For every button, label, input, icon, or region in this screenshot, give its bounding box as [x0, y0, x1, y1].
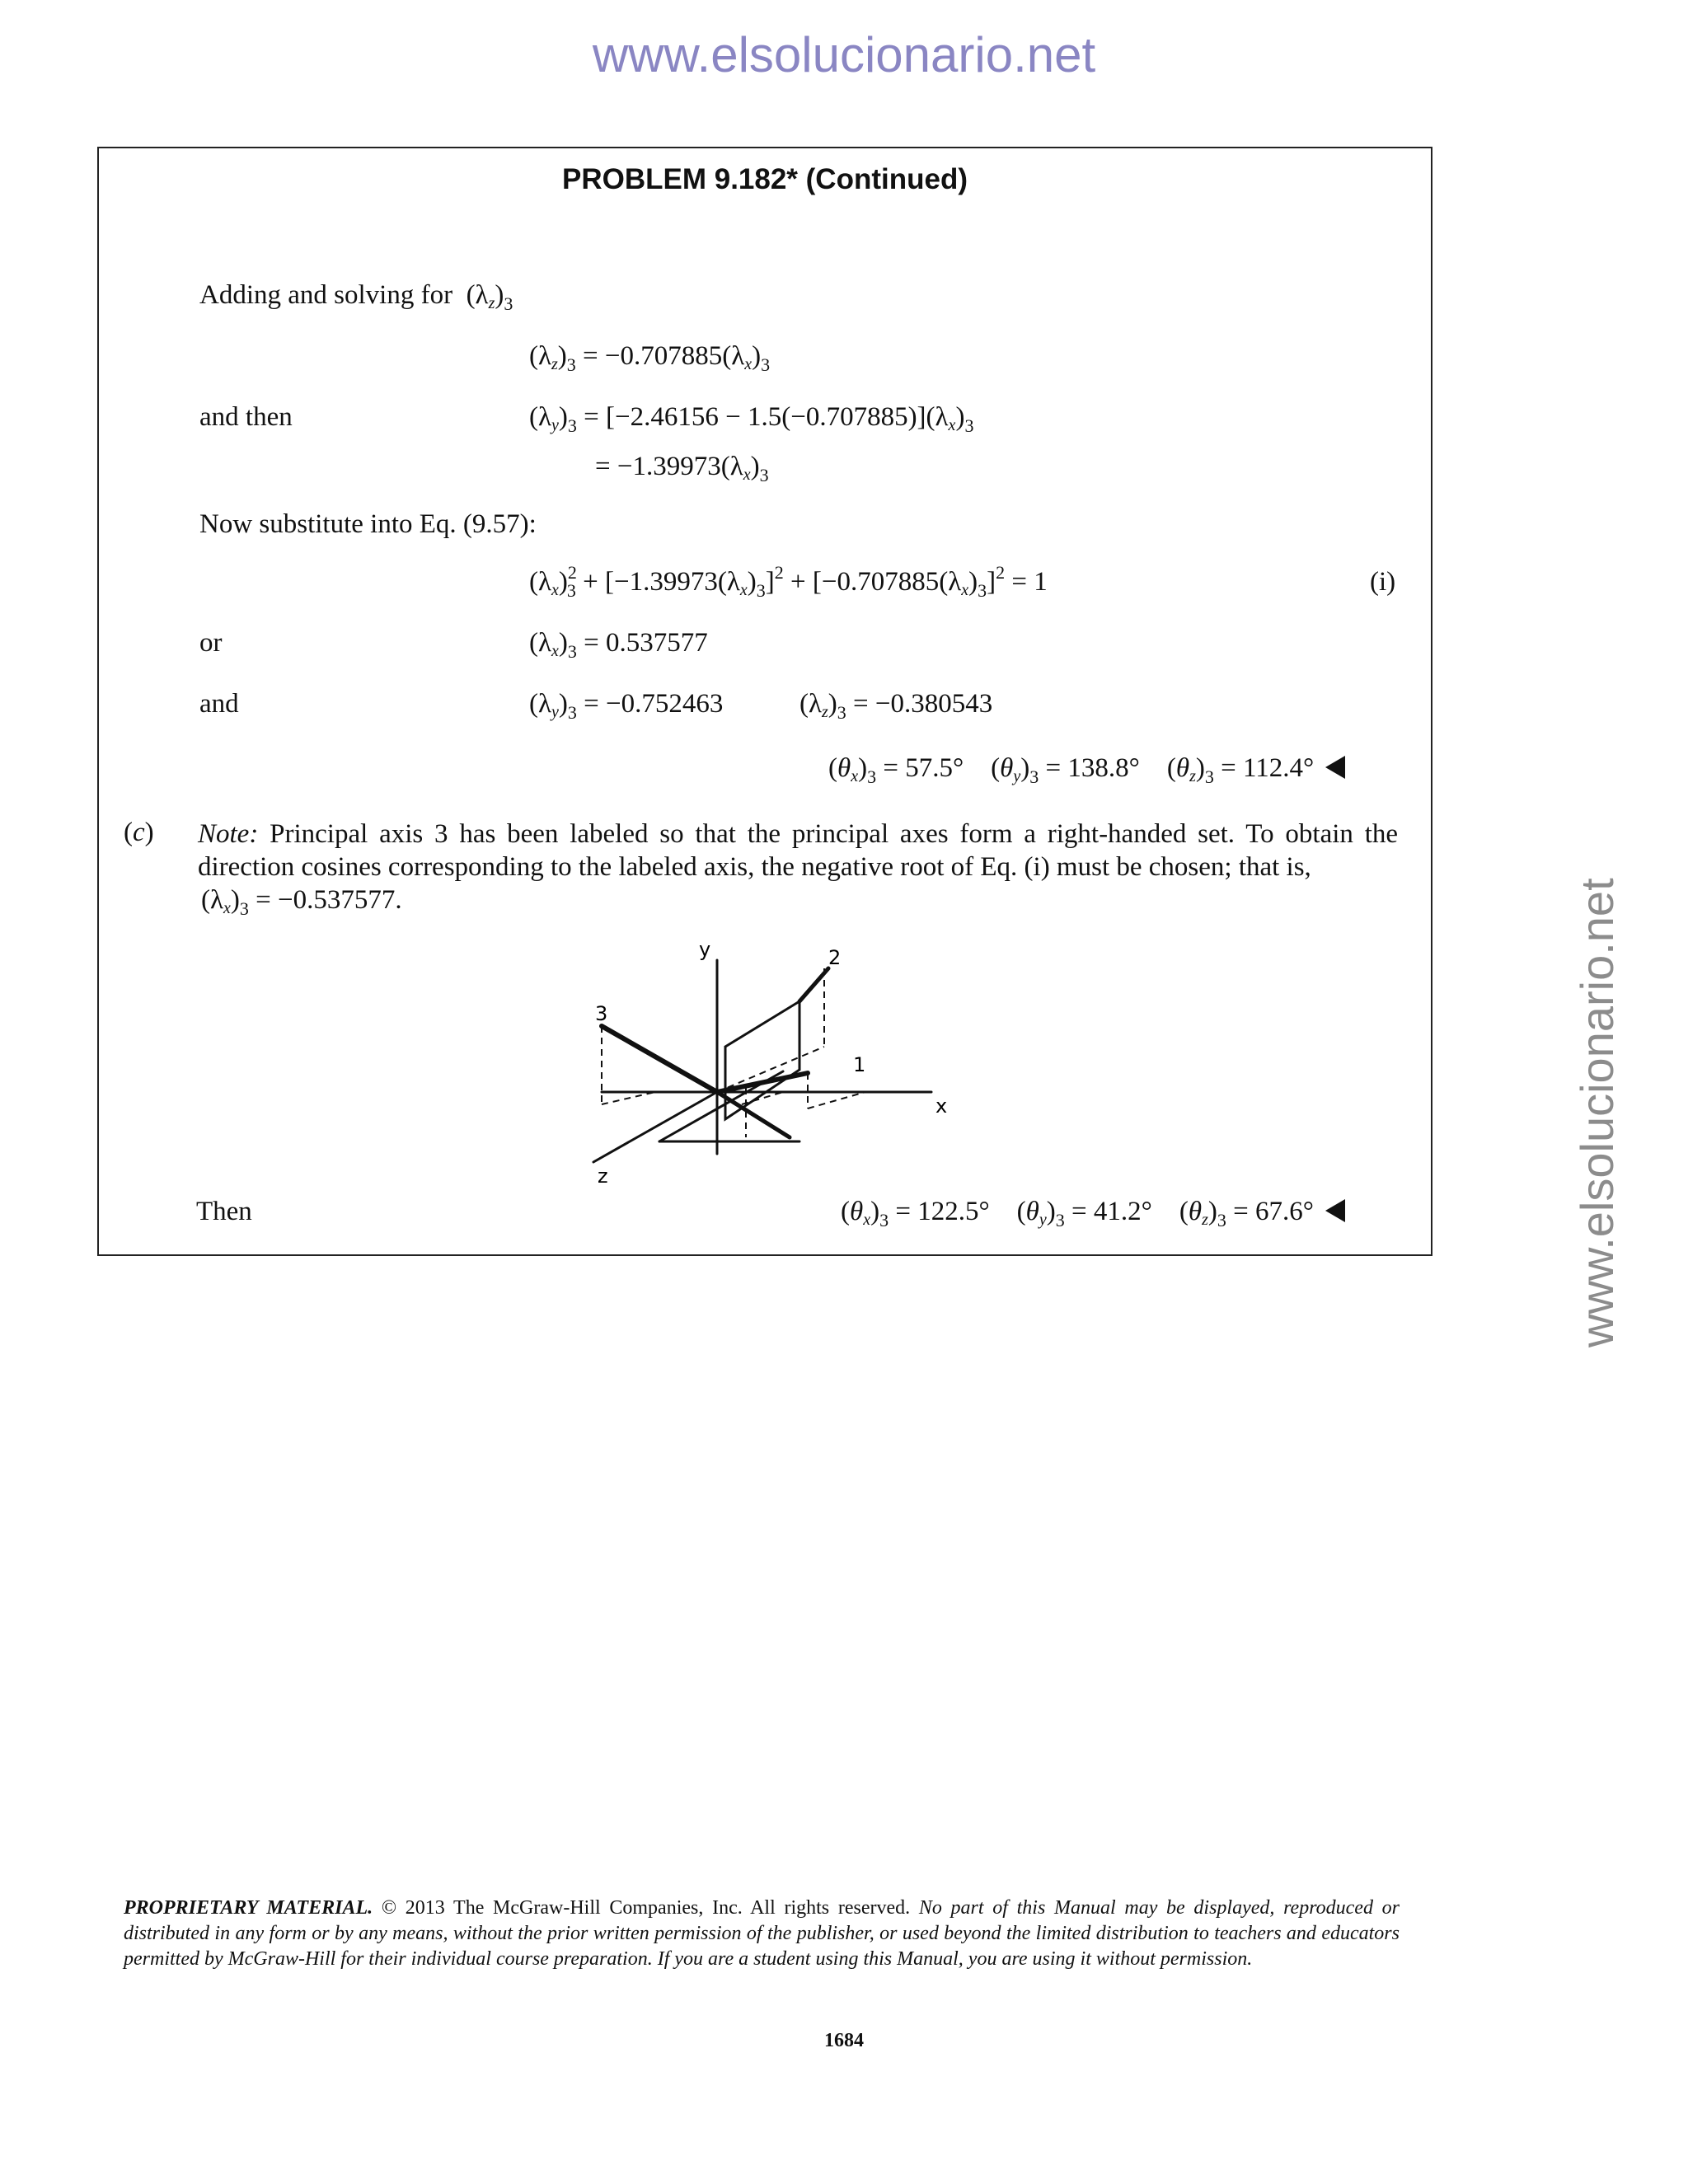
eq-label-i: (i)	[1370, 567, 1396, 597]
ans1-theta-y: = 138.8°	[1045, 753, 1140, 783]
adding-lambda: $(\lambda z)_3$	[459, 280, 513, 314]
eq-lz3-result: $(\lambda z)_3 = -0.380543$	[799, 689, 993, 723]
eq-sub-mid1: + [−1.39973	[575, 567, 718, 597]
answer-marker-icon	[1325, 756, 1345, 779]
eq-lz3-result-value: = −0.380543	[853, 689, 993, 719]
footer-italic: No part of this Manual may be displayed, reproduced or distributed in any form or by any means, without the prior written permission of the publisher, or used beyond the limited distribution to teachers and educators permitted by McGraw-Hill for their individual course preparation. If you are a student using this Manual, you are using it without permission.	[124, 1897, 1400, 1970]
ans2-theta-z: = 67.6°	[1233, 1197, 1314, 1226]
eq-ly3-value: = −0.752463	[584, 689, 724, 719]
adding-text: Adding and solving for	[199, 280, 453, 310]
note-label: Note:	[198, 819, 259, 849]
plane-sketch	[725, 1001, 799, 1119]
note-body: Principal axis 3 has been labeled so that the principal axes form a right-handed set. To obtain the direction cosines corresponding to the labeled axis, the negative root of Eq. (i) must be chosen; that is,	[198, 819, 1399, 882]
note-value: = −0.537577.	[256, 885, 402, 915]
eq-ly3-a: $(\lambda y)_3 = [-2.46156 - 1.5(-0.707885)](\lambda x)_3$	[529, 402, 974, 436]
adding-line	[199, 280, 513, 314]
watermark-top: www.elsolucionario.net	[592, 27, 1096, 82]
copyright-footer	[124, 1896, 1400, 1972]
answer-angles-2: $(\theta x)_3 = 122.5^\circ$ $(\theta y)_3 = 41.2^\circ$ $(\theta z)_3 = 67.6^\circ$	[841, 1197, 1345, 1227]
sketch-label-x: x	[935, 1094, 948, 1118]
eq-substitution: $(\lambda x)^2_3 + [-1.39973(\lambda x)_3]^2 + [-0.707885(\lambda x)_3]^2 = 1$	[529, 562, 1048, 601]
ans1-theta-x: = 57.5°	[883, 753, 964, 783]
note-value-line: $(\lambda x)_3 = -0.537577$.	[201, 885, 402, 919]
sketch-label-1: 1	[853, 1053, 866, 1076]
eq-lz3: $(\lambda z)_3 = -0.707885(\lambda x)_3$	[529, 341, 771, 375]
watermark-side: www.elsolucionario.net	[1571, 878, 1623, 1347]
eq-lz3-value: = −0.707885	[583, 341, 723, 371]
axis-3-line	[602, 1026, 717, 1092]
part-c-label: (c)	[124, 818, 154, 847]
sketch-label-z: z	[598, 1165, 608, 1188]
or-label: or	[199, 628, 223, 658]
and-label: and	[199, 689, 239, 719]
now-substitute-text: Now substitute into Eq. (9.57):	[199, 509, 537, 539]
sketch-label-y: y	[699, 938, 711, 961]
answer-marker-icon	[1325, 1199, 1345, 1222]
axis-negative-line	[717, 1092, 790, 1137]
sketch-label-3: 3	[595, 1002, 608, 1025]
note-paragraph	[198, 818, 1398, 883]
ans1-theta-z: = 112.4°	[1221, 753, 1315, 783]
footer-plain: © 2013 The McGraw-Hill Companies, Inc. All rights reserved.	[373, 1897, 911, 1919]
eq-lx3: $(\lambda x)_3 = 0.537577$	[529, 628, 708, 662]
ans2-theta-y: = 41.2°	[1071, 1197, 1152, 1226]
eq-lx3-value: = 0.537577	[584, 628, 708, 658]
answer-angles-1: $(\theta x)_3 = 57.5^\circ$ $(\theta y)_3 = 138.8^\circ$ $(\theta z)_3 = 112.4^\circ$	[828, 753, 1345, 784]
eq-ly3-b-value: = −1.39973	[595, 452, 721, 481]
and-then-label: and then	[199, 402, 293, 432]
eq-ly3-b: = $-1.39973(\lambda x)_3$	[595, 452, 769, 485]
eq-sub-end: = 1	[1005, 567, 1048, 597]
sketch-label-2: 2	[828, 946, 842, 969]
principal-axes-sketch	[577, 931, 973, 1195]
z-axis-line	[593, 1092, 717, 1162]
eq-ly3-a-value: = [−2.46156 − 1.5(−0.707885)]	[584, 402, 926, 432]
then-label: Then	[196, 1197, 252, 1226]
ans2-theta-x: = 122.5°	[895, 1197, 990, 1226]
problem-title: PROBLEM 9.182* (Continued)	[562, 163, 968, 195]
page-number: 1684	[824, 2030, 864, 2051]
part-c-letter: c	[133, 818, 145, 847]
footer-bold: PROPRIETARY MATERIAL.	[124, 1897, 373, 1919]
eq-sub-mid2: + [−0.707885	[783, 567, 940, 597]
eq-ly3: $(\lambda y)_3 = -0.752463$	[529, 689, 724, 723]
